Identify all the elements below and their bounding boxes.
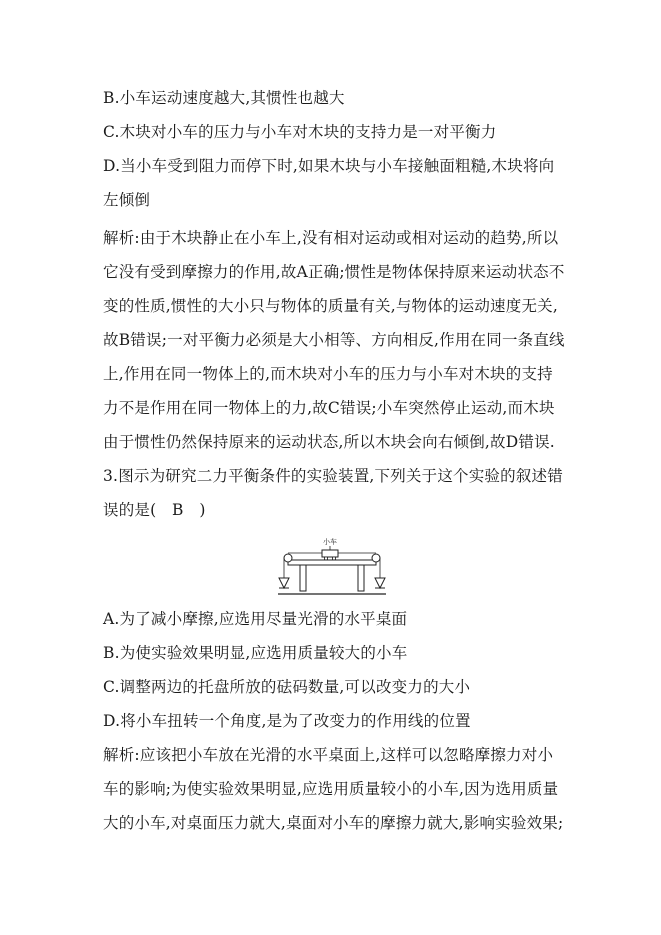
- analysis-line-3: 变的性质,惯性的大小只与物体的质量有关,与物体的运动速度无关,: [103, 297, 558, 315]
- analysis-line-7: 由于惯性仍然保持原来的运动状态,所以木块会向右倾倒,故D错误.: [103, 433, 555, 451]
- analysis-line-5: 上,作用在同一物体上的,而木块对小车的压力与小车对木块的支持: [103, 365, 553, 383]
- cart: [322, 550, 338, 557]
- table-leg-right: [358, 565, 364, 591]
- cart-label: 小车: [323, 538, 337, 546]
- question-3-line-1: 3.图示为研究二力平衡条件的实验装置,下列关于这个实验的叙述错: [103, 467, 563, 485]
- option-d-line-cont: 左倾倒: [103, 191, 151, 209]
- pulley-right: [372, 554, 380, 562]
- tray-left: [279, 578, 289, 588]
- tray-right: [375, 578, 385, 588]
- table-leg-left: [300, 565, 306, 591]
- analysis-2-line-1: 解析:应该把小车放在光滑的水平桌面上,这样可以忽略摩擦力对小: [103, 746, 554, 764]
- option-b-line: B.小车运动速度越大,其惯性也越大: [103, 89, 345, 107]
- analysis-line-1: 解析:由于木块静止在小车上,没有相对运动或相对运动的趋势,所以: [103, 229, 559, 247]
- analysis-2-line-2: 车的影响;为使实验效果明显,应选用质量较小的小车,因为选用质量: [103, 780, 559, 798]
- analysis-2-line-3: 大的小车,对桌面压力就大,桌面对小车的摩擦力就大,影响实验效果;: [103, 814, 564, 832]
- table-top: [288, 560, 376, 565]
- option-b-line-2: B.为使实验效果明显,应选用质量较大的小车: [103, 644, 408, 662]
- pulley-left: [284, 554, 292, 562]
- experiment-apparatus-figure: [278, 536, 386, 598]
- option-d-line-2: D.将小车扭转一个角度,是为了改变力的作用线的位置: [103, 712, 471, 730]
- analysis-line-4: 故B错误;一对平衡力必须是大小相等、方向相反,作用在同一条直线: [103, 331, 565, 349]
- analysis-line-6: 力不是作用在同一物体上的力,故C错误;小车突然停止运动,而木块: [103, 399, 555, 417]
- analysis-line-2: 它没有受到摩擦力的作用,故A正确;惯性是物体保持原来运动状态不: [103, 263, 565, 281]
- question-3-line-2: 误的是( B ): [103, 501, 206, 519]
- option-c-line-2: C.调整两边的托盘所放的砝码数量,可以改变力的大小: [103, 678, 471, 696]
- option-a-line: A.为了减小摩擦,应选用尽量光滑的水平桌面: [103, 610, 408, 628]
- option-d-line: D.当小车受到阻力而停下时,如果木块与小车接触面粗糙,木块将向: [103, 157, 555, 175]
- option-c-line: C.木块对小车的压力与小车对木块的支持力是一对平衡力: [103, 123, 497, 141]
